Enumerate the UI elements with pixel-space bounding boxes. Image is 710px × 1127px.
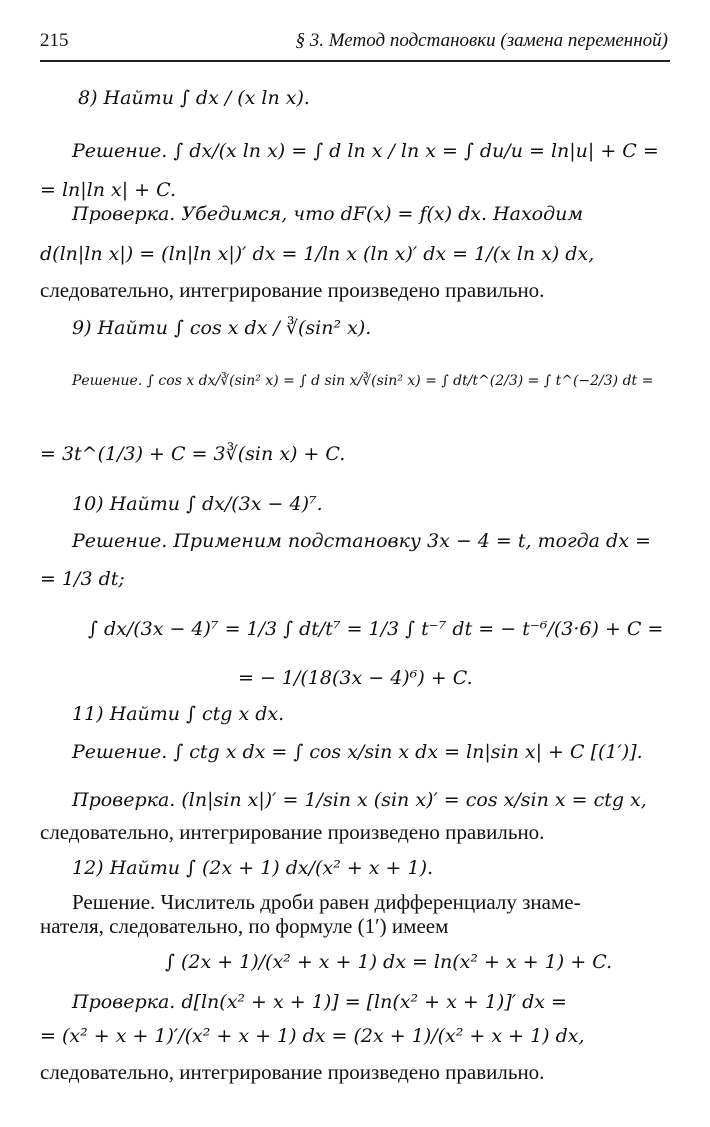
- ex12-check-line-3: следовательно, интегрирование произведено правильно.: [40, 1060, 545, 1084]
- ex10-solution-line-1: Решение. Применим подстановку 3x − 4 = t, тогда dx =: [72, 530, 651, 552]
- ex11-task: 11) Найти ∫ ctg x dx.: [72, 703, 285, 725]
- ex12-solution-line-1: Решение. Числитель дроби равен дифференциалу знаме-: [72, 890, 581, 914]
- ex12-task: 12) Найти ∫ (2x + 1) dx/(x² + x + 1).: [72, 857, 434, 879]
- ex10-solution-line-4: = − 1/(18(3x − 4)⁶) + C.: [238, 667, 473, 689]
- ex8-solution-line-2: = ln|ln x| + C.: [40, 179, 177, 201]
- ex8-task: 8) Найти ∫ dx / (x ln x).: [78, 87, 310, 109]
- ex8-check-line-2: d(ln|ln x|) = (ln|ln x|)′ dx = 1/ln x (ln x)′ dx = 1/(x ln x) dx,: [40, 243, 595, 265]
- ex10-task: 10) Найти ∫ dx/(3x − 4)⁷.: [72, 493, 323, 515]
- section-title: § 3. Метод подстановки (замена переменной): [295, 30, 668, 51]
- ex12-solution-line-2: нателя, следовательно, по формуле (1′) имеем: [40, 914, 449, 938]
- ex11-check-line-1: Проверка. (ln|sin x|)′ = 1/sin x (sin x)′ = cos x/sin x = ctg x,: [72, 789, 647, 811]
- ex8-check-line-1: Проверка. Убедимся, что dF(x) = f(x) dx. Находим: [72, 203, 584, 225]
- ex8-check-line-3: следовательно, интегрирование произведено правильно.: [40, 278, 545, 302]
- ex12-check-line-1: Проверка. d[ln(x² + x + 1)] = [ln(x² + x + 1)]′ dx =: [72, 991, 567, 1013]
- ex9-solution-line-1: Решение. ∫ cos x dx/∛(sin² x) = ∫ d sin x/∛(sin² x) = ∫ dt/t^(2/3) = ∫ t^(−2/3) dt =: [72, 373, 654, 389]
- ex8-solution-line-1: Решение. ∫ dx/(x ln x) = ∫ d ln x / ln x = ∫ du/u = ln|u| + C =: [72, 140, 659, 162]
- ex12-solution-line-3: ∫ (2x + 1)/(x² + x + 1) dx = ln(x² + x + 1) + C.: [165, 951, 613, 973]
- ex10-solution-line-3: ∫ dx/(3x − 4)⁷ = 1/3 ∫ dt/t⁷ = 1/3 ∫ t⁻⁷ dt = − t⁻⁶/(3·6) + C =: [88, 618, 664, 640]
- ex9-task: 9) Найти ∫ cos x dx / ∛(sin² x).: [72, 317, 372, 339]
- header-rule: [40, 60, 670, 62]
- ex11-solution: Решение. ∫ ctg x dx = ∫ cos x/sin x dx = ln|sin x| + C [(1′)].: [72, 741, 643, 763]
- page-number: 215: [40, 30, 69, 51]
- ex10-solution-line-2: = 1/3 dt;: [40, 568, 125, 590]
- ex12-check-line-2: = (x² + x + 1)′/(x² + x + 1) dx = (2x + 1)/(x² + x + 1) dx,: [40, 1025, 585, 1047]
- ex9-solution-line-2: = 3t^(1/3) + C = 3∛(sin x) + C.: [40, 443, 346, 465]
- ex11-check-line-2: следовательно, интегрирование произведено правильно.: [40, 820, 545, 844]
